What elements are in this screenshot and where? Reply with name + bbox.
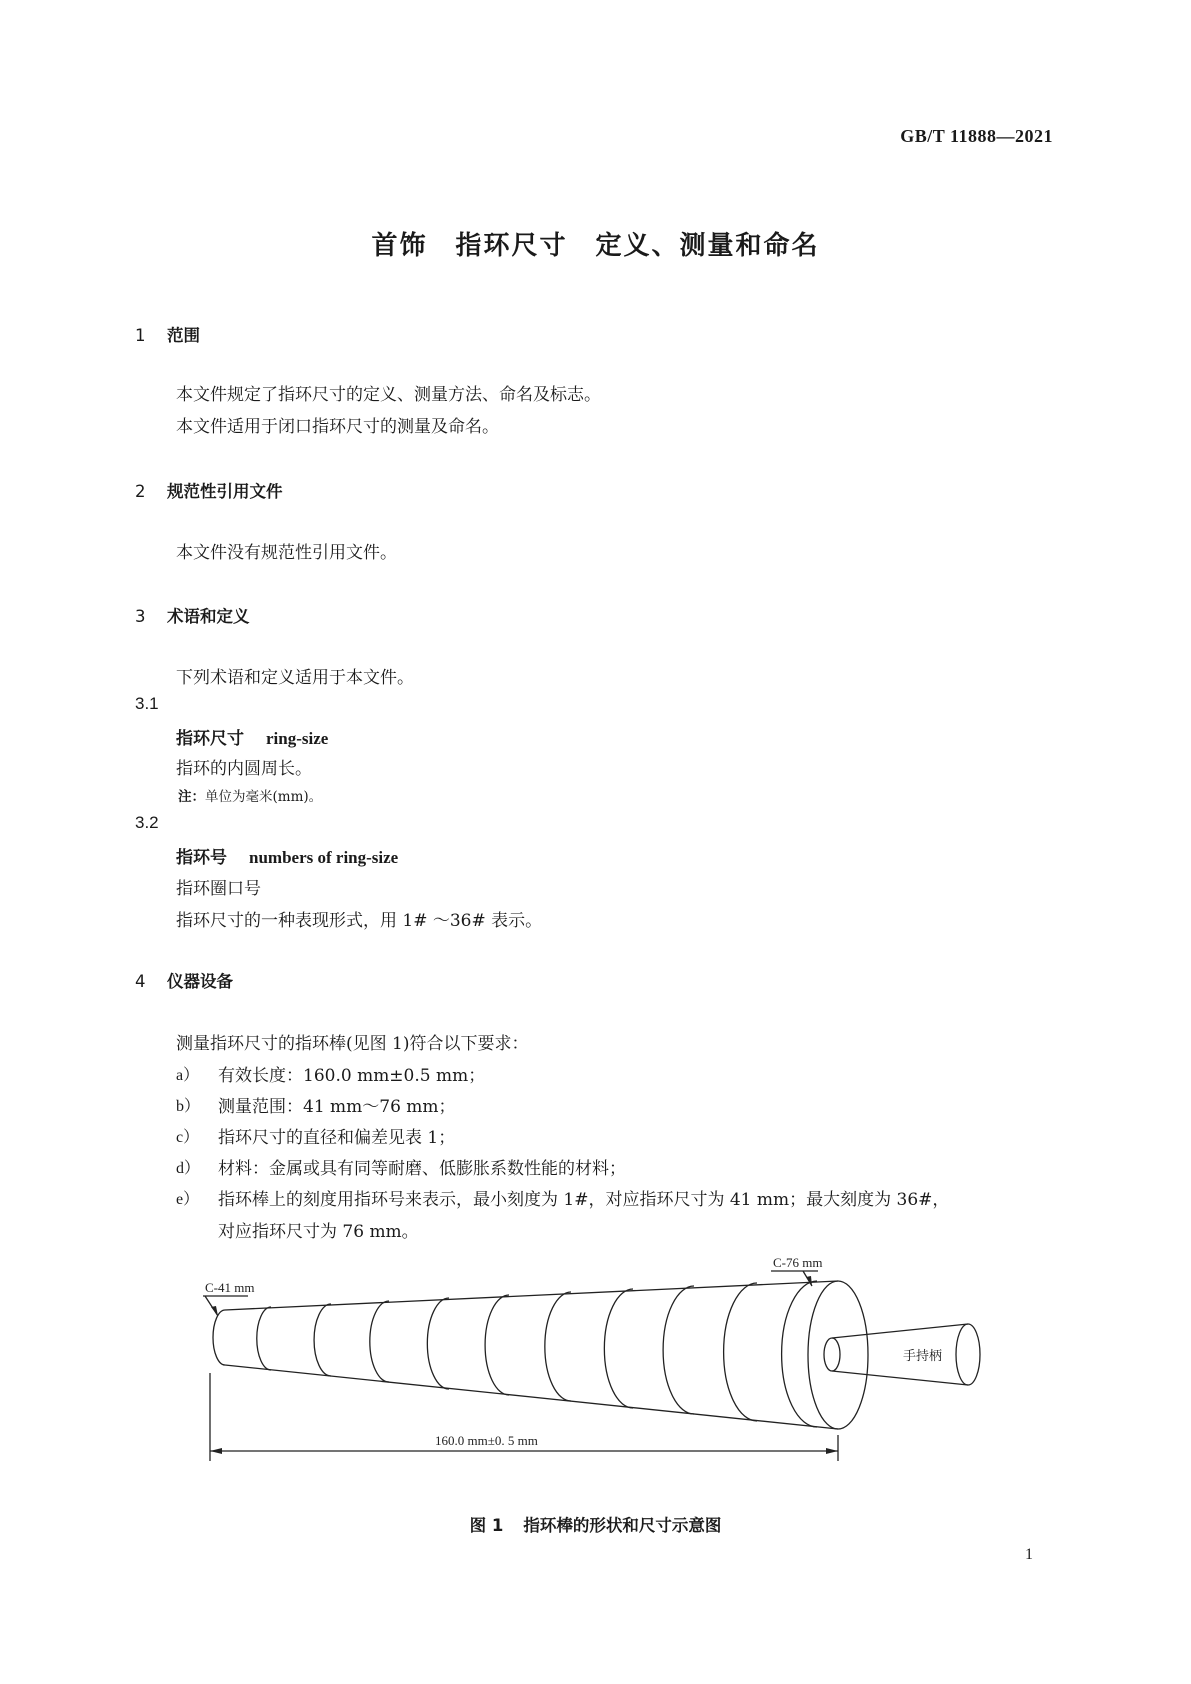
- division-line: [663, 1286, 694, 1414]
- term-en: ring-size: [266, 729, 329, 748]
- division-line: [604, 1289, 633, 1408]
- section-2-heading: [135, 478, 283, 502]
- term-number: 3.2: [135, 813, 159, 832]
- list-item: 指环尺寸的直径和偏差见表 1；: [218, 1128, 456, 1148]
- section-title: 规范性引用文件: [167, 482, 283, 501]
- admitted-term: 指环圈口号: [176, 879, 261, 899]
- list-item-label: b）: [176, 1098, 201, 1115]
- figure-title: 指环棒的形状和尺寸示意图: [523, 1516, 722, 1535]
- division-line: [427, 1298, 449, 1389]
- cone-top-edge: [225, 1281, 838, 1310]
- paragraph: 测量指环尺寸的指环棒(见图 1)符合以下要求：: [176, 1034, 529, 1054]
- note-label: 注：: [178, 789, 205, 805]
- figure-number: 图 1: [469, 1516, 504, 1535]
- small-end: [213, 1310, 225, 1365]
- cone-bottom-edge: [225, 1365, 838, 1429]
- arrowhead: [210, 1448, 222, 1454]
- division-line: [370, 1301, 389, 1382]
- list-item: 指环棒上的刻度用指环号来表示，最小刻度为 1#，对应指环尺寸为 41 mm；最大刻度为 36#，: [218, 1190, 950, 1210]
- note: [178, 785, 322, 805]
- list-item-label: c）: [176, 1129, 200, 1146]
- leader-line-small: [203, 1296, 248, 1316]
- figure-caption: [0, 1512, 1191, 1536]
- list-item-continuation: 对应指环尺寸为 76 mm。: [218, 1222, 419, 1242]
- section-title: 术语和定义: [167, 607, 250, 626]
- handle-label: 手持柄: [903, 1348, 943, 1363]
- term-number: 3.1: [135, 694, 159, 713]
- section-title: 仪器设备: [167, 972, 233, 991]
- division-line: [724, 1283, 757, 1421]
- list-item-label: a）: [176, 1067, 200, 1084]
- list-item: 测量范围：41 mm～76 mm；: [218, 1097, 456, 1117]
- document-title: 首饰 指环尺寸 定义、测量和命名: [371, 231, 820, 261]
- dimension-label: 160.0 mm±0. 5 mm: [435, 1433, 538, 1448]
- small-end-label: C-41 mm: [205, 1280, 255, 1295]
- paragraph: 本文件适用于闭口指环尺寸的测量及命名。: [176, 417, 499, 437]
- handle-top-edge: [832, 1324, 968, 1338]
- term-zh: 指环号: [176, 848, 227, 868]
- list-item-label: d）: [176, 1160, 201, 1177]
- term-entry: [176, 843, 398, 868]
- division-line: [545, 1292, 571, 1401]
- handle-bottom-edge: [832, 1371, 968, 1385]
- division-line: [257, 1307, 271, 1370]
- paragraph: 本文件规定了指环尺寸的定义、测量方法、命名及标志。: [176, 385, 601, 405]
- standard-code: GB/T 11888—2021: [900, 126, 1053, 146]
- term-en: numbers of ring-size: [249, 848, 399, 867]
- section-1-heading: [135, 322, 200, 346]
- ring-mandrel-figure: [200, 1245, 1000, 1485]
- note-text: 单位为毫米(mm)。: [205, 789, 323, 805]
- division-line: [782, 1281, 817, 1427]
- definition: 指环尺寸的一种表现形式，用 1# ～36# 表示。: [176, 911, 543, 931]
- section-number: 4: [135, 972, 146, 991]
- term-entry: [176, 724, 328, 749]
- paragraph: 本文件没有规范性引用文件。: [176, 543, 397, 563]
- large-end-face: [808, 1281, 868, 1429]
- list-item: 材料：金属或具有同等耐磨、低膨胀系数性能的材料；: [218, 1159, 626, 1179]
- list-item: 有效长度：160.0 mm±0.5 mm；: [218, 1066, 486, 1086]
- page-number: 1: [1025, 1546, 1033, 1563]
- division-line: [314, 1304, 331, 1376]
- term-zh: 指环尺寸: [176, 729, 244, 749]
- section-number: 1: [135, 326, 146, 345]
- paragraph: 下列术语和定义适用于本文件。: [176, 668, 414, 688]
- arrowhead: [826, 1448, 838, 1454]
- handle-end: [956, 1324, 980, 1385]
- division-line: [485, 1295, 509, 1395]
- section-number: 2: [135, 482, 146, 501]
- large-end-label: C-76 mm: [773, 1255, 823, 1270]
- section-3-heading: [135, 603, 250, 627]
- list-item-label: e）: [176, 1191, 200, 1208]
- section-4-heading: [135, 968, 233, 992]
- section-number: 3: [135, 607, 146, 626]
- definition: 指环的内圆周长。: [176, 759, 312, 779]
- section-title: 范围: [167, 326, 200, 345]
- arrowhead: [211, 1306, 218, 1316]
- handle-base: [824, 1338, 840, 1371]
